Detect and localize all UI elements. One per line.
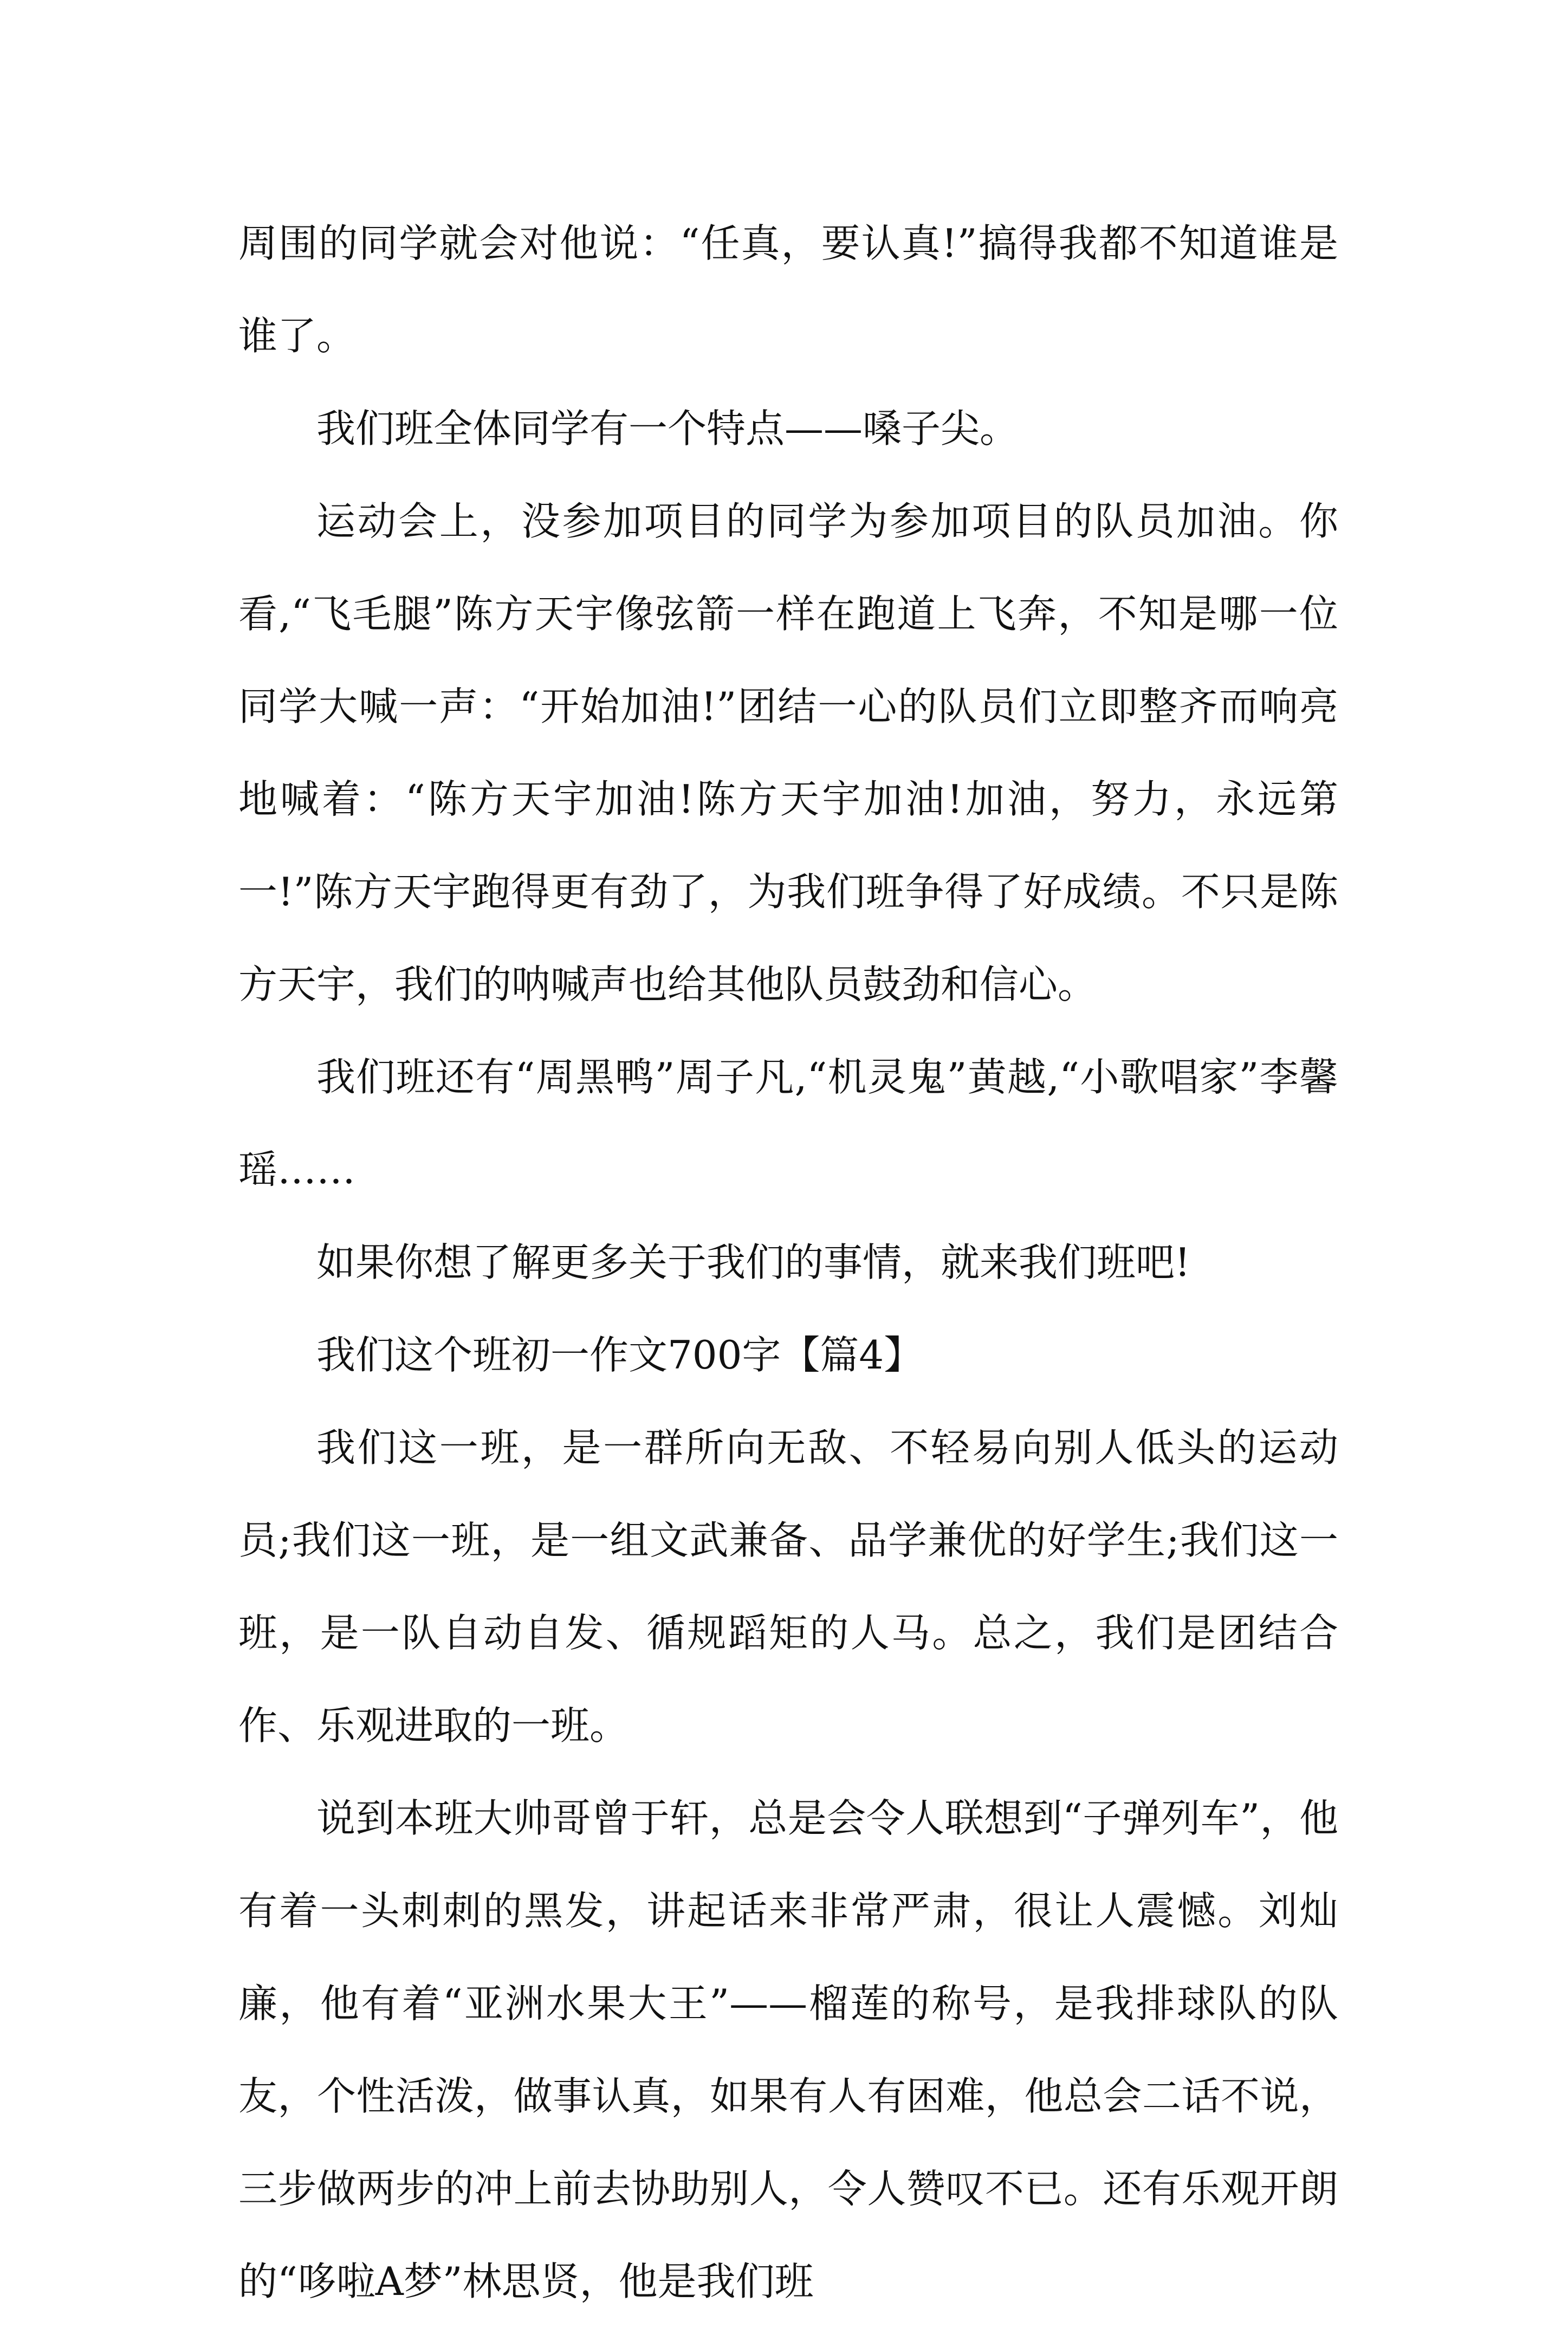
paragraph-2: 我们班全体同学有一个特点——嗓子尖。 (316, 406, 1019, 451)
section-heading: 我们这个班初一作文700字【篇4】 (316, 1332, 923, 1378)
document-body (238, 197, 1338, 2328)
paragraph-6: 我们这一班，是一群所向无敌、不轻易向别人低头的运动员;我们这一班，是一组文武兼备、品学兼优的好学生;我们这一班，是一队自动自发、循规蹈矩的人马。总之，我们是团结合作、乐观进取的一班。 (238, 1425, 1338, 1748)
paragraph-5: 如果你想了解更多关于我们的事情，就来我们班吧! (316, 1240, 1190, 1285)
paragraph-7: 说到本班大帅哥曾于轩，总是会令人联想到“子弹列车”，他有着一头刺刺的黑发，讲起话来非常严肃，很让人震憾。刘灿廉，他有着“亚洲水果大王”——榴莲的称号，是我排球队的队友，个性活泼，做事认真，如果有人有困难，他总会二话不说，三步做两步的冲上前去协助别人，令人赞叹不已。还有乐观开朗的“哆啦A梦”林思贤，他是我们班 (238, 1795, 1338, 2304)
paragraph-1: 周围的同学就会对他说：“任真，要认真!”搞得我都不知道谁是谁了。 (238, 221, 1338, 359)
paragraph-4: 我们班还有“周黑鸭”周子凡,“机灵鬼”黄越,“小歌唱家”李馨瑶…… (238, 1054, 1338, 1192)
paragraph-3: 运动会上，没参加项目的同学为参加项目的队员加油。你看,“飞毛腿”陈方天宇像弦箭一样在跑道上飞奔，不知是哪一位同学大喊一声：“开始加油!”团结一心的队员们立即整齐而响亮地喊着：“陈方天宇加油!陈方天宇加油!加油，努力，永远第一!”陈方天宇跑得更有劲了，为我们班争得了好成绩。不只是陈方天宇，我们的呐喊声也给其他队员鼓劲和信心。 (238, 498, 1338, 1007)
